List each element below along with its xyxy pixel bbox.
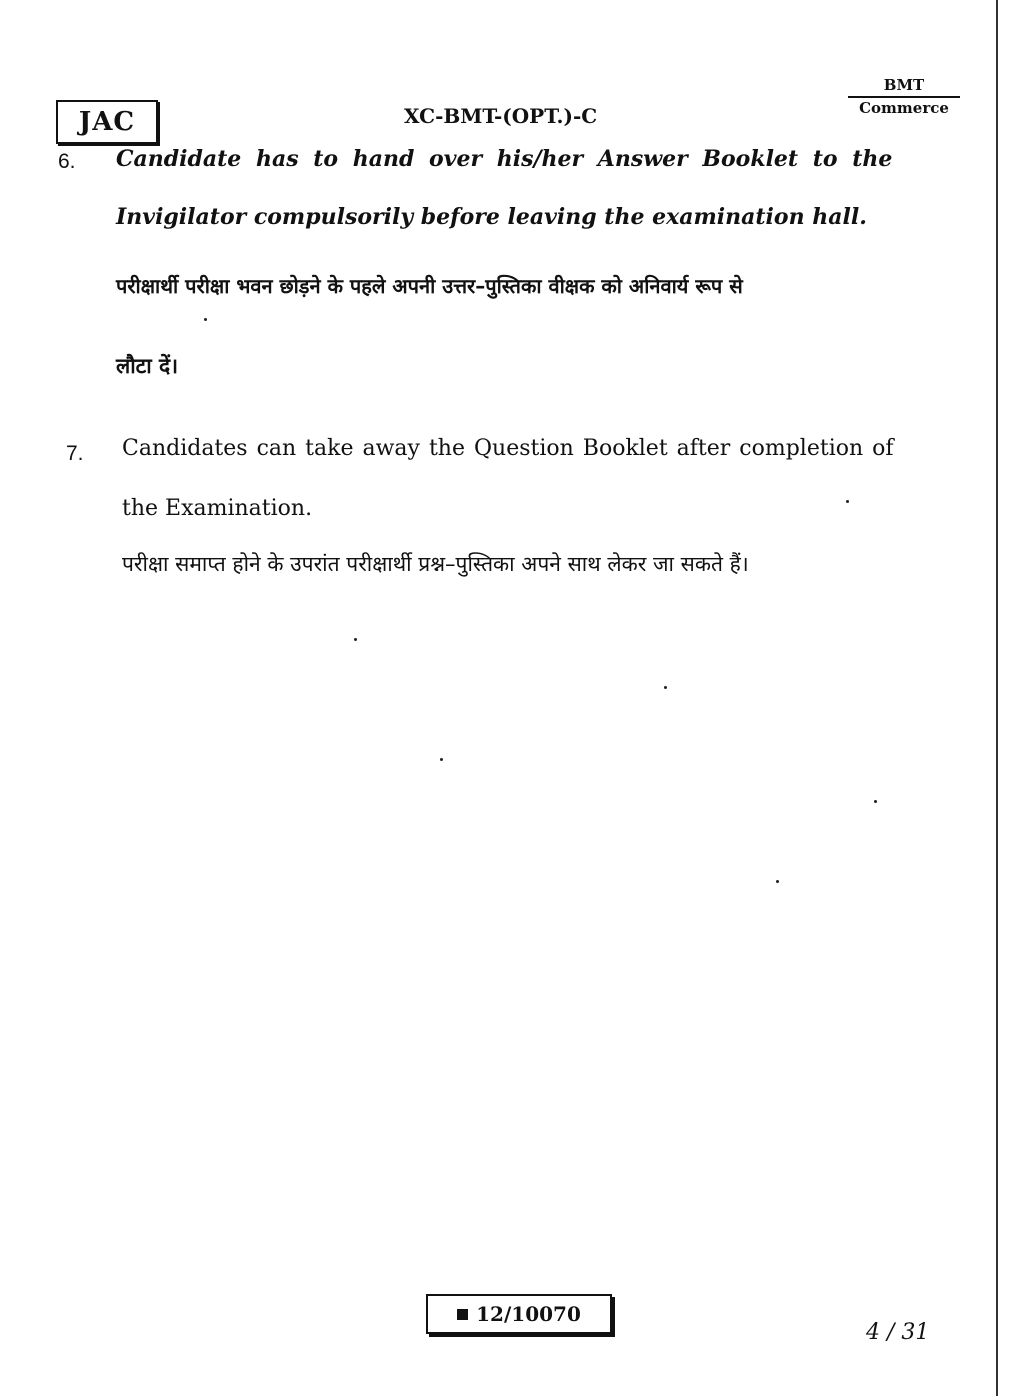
board-badge: JAC (56, 100, 158, 144)
scan-speck (874, 800, 877, 803)
instruction-english-line: Candidates can take away the Question Booklet after completion of (122, 436, 894, 461)
instruction-hindi-line: परीक्षा समाप्त होने के उपरांत परीक्षार्थी प्रश्न–पुस्तिका अपने साथ लेकर जा सकते हैं। (122, 552, 749, 576)
instruction-english-line: the Examination. (122, 496, 313, 521)
booklet-code-box (426, 1294, 612, 1334)
instruction-english-line: Candidate has to hand over his/her Answer Booklet to the (116, 146, 893, 172)
scan-speck (354, 638, 357, 641)
instruction-number: 7. (66, 442, 84, 465)
subject-label (848, 76, 960, 117)
instruction-number: 6. (58, 150, 76, 173)
page-edge-line (996, 0, 998, 1396)
scan-speck (776, 880, 779, 883)
scan-speck (846, 500, 849, 503)
scan-speck (204, 318, 207, 321)
instruction-english-line: Invigilator compulsorily before leaving the examination hall. (116, 204, 867, 230)
instruction-hindi-line: लौटा दें। (116, 354, 179, 378)
page-number: 4 / 31 (866, 1320, 930, 1345)
scan-speck (664, 686, 667, 689)
instruction-hindi-line: परीक्षार्थी परीक्षा भवन छोड़ने के पहले अपनी उत्तर–पुस्तिका वीक्षक को अनिवार्य रूप से (116, 274, 743, 298)
square-bullet-icon (457, 1309, 468, 1320)
paper-code: XC-BMT-(OPT.)-C (404, 104, 598, 128)
booklet-code: 12/10070 (476, 1302, 581, 1326)
subject-code: BMT (883, 76, 925, 94)
subject-divider (848, 96, 960, 98)
scan-speck (440, 758, 443, 761)
stream-name: Commerce (859, 99, 949, 117)
